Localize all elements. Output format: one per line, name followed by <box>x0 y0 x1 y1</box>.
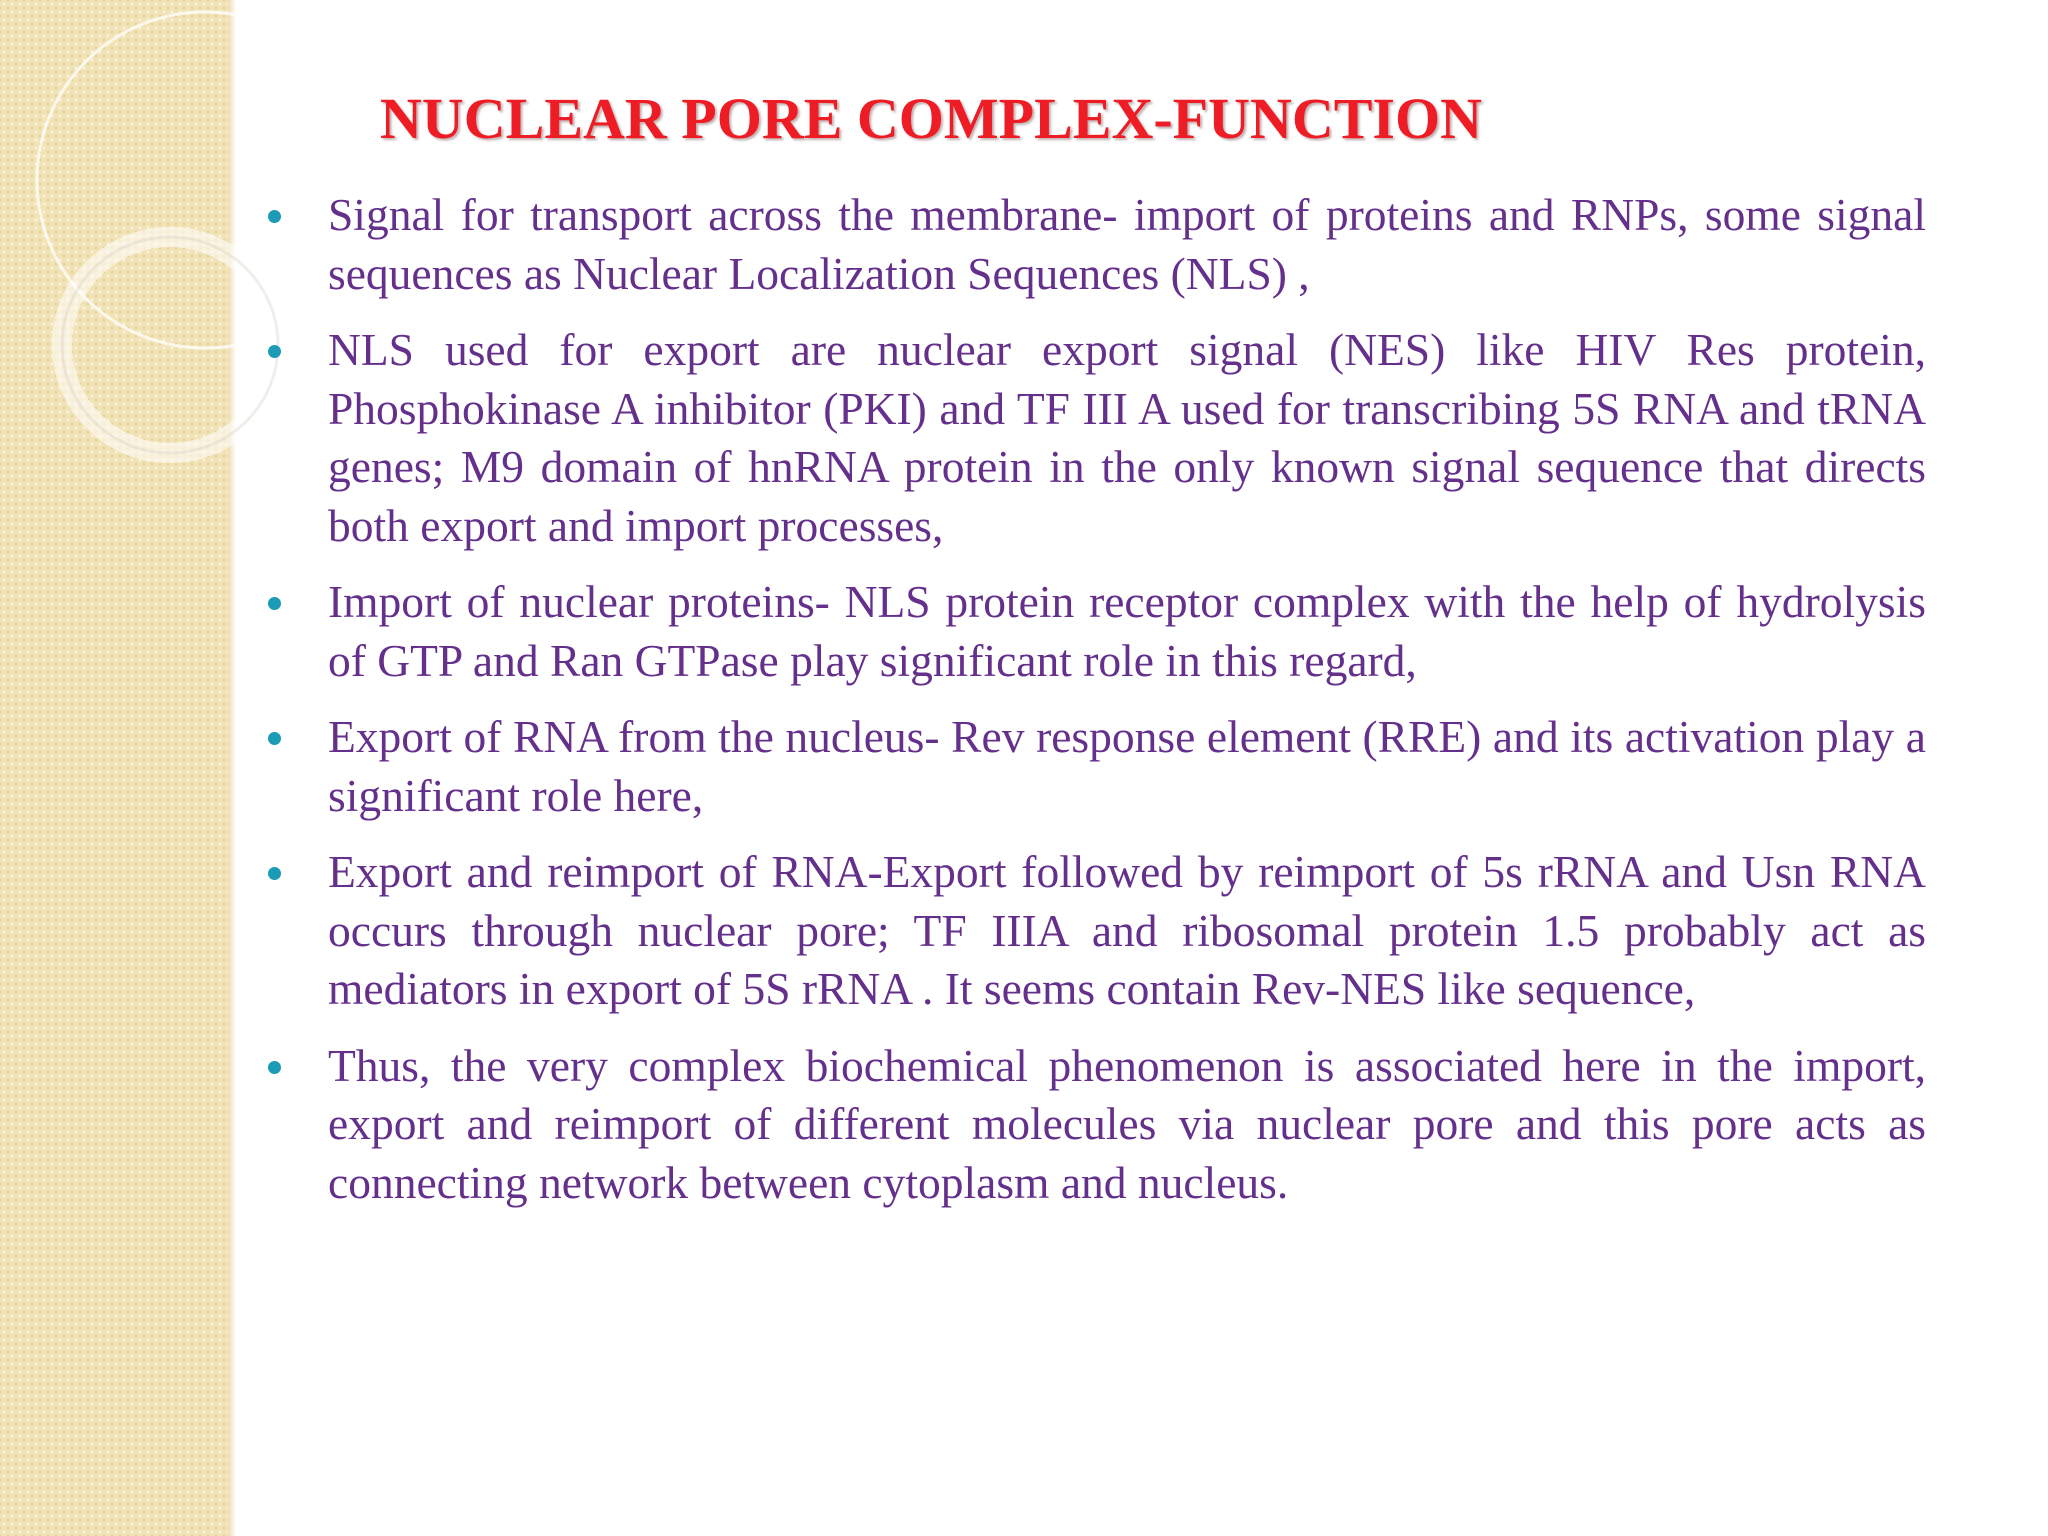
bullet-text: Signal for transport across the membrane- import of proteins and RNPs, some signal sequences as Nuclear Localization Sequences (NLS) , <box>328 189 1926 299</box>
side-panel-edge <box>228 0 236 1536</box>
bullet-icon <box>268 732 281 745</box>
bullet-icon <box>268 1061 281 1074</box>
bullet-text: Export of RNA from the nucleus- Rev response element (RRE) and its activation play a significant role here, <box>328 711 1926 821</box>
bullet-text: Import of nuclear proteins- NLS protein receptor complex with the help of hydrolysis of GTP and Ran GTPase play significant role in this regard, <box>328 576 1926 686</box>
bullet-text: Export and reimport of RNA-Export followed by reimport of 5s rRNA and Usn RNA occurs through nuclear pore; TF IIIA and ribosomal protein 1.5 probably act as mediators in export of 5S rRNA . It seems contain Rev-NES like sequence, <box>328 846 1926 1014</box>
bullet-icon <box>268 345 281 358</box>
bullet-item <box>268 573 1926 690</box>
bullet-list <box>268 186 1926 1230</box>
bullet-icon <box>268 867 281 880</box>
bullet-icon <box>268 597 281 610</box>
bullet-item <box>268 321 1926 555</box>
bullet-text: NLS used for export are nuclear export signal (NES) like HIV Res protein, Phosphokinase A inhibitor (PKI) and TF III A used for transcribing 5S RNA and tRNA genes; M9 domain of hnRNA protein in the only known signal sequence that directs both export and import processes, <box>328 324 1926 551</box>
bullet-item <box>268 186 1926 303</box>
bullet-icon <box>268 210 281 223</box>
bullet-item <box>268 1037 1926 1213</box>
bullet-text: Thus, the very complex biochemical phenomenon is associated here in the import, export and reimport of different molecules via nuclear pore and this pore acts as connecting network between cytoplasm and nucleus. <box>328 1039 1926 1208</box>
slide-title: NUCLEAR PORE COMPLEX-FUNCTION <box>380 86 1482 151</box>
bullet-item <box>268 708 1926 825</box>
side-panel-pattern <box>0 0 228 1536</box>
bullet-item <box>268 843 1926 1019</box>
